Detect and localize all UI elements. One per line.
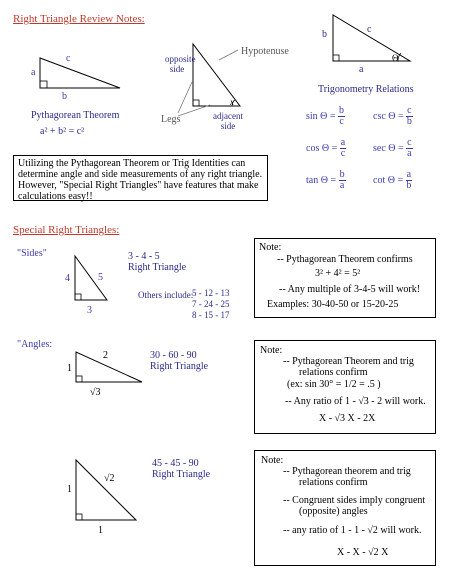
pyth-right-angle — [40, 81, 47, 88]
trig-fraction — [340, 138, 346, 159]
legs-right-angle — [193, 100, 199, 106]
trig-label-b: b — [322, 29, 327, 40]
opposite-side-word: side — [169, 64, 185, 74]
legs-pointer-1 — [178, 82, 192, 113]
pyth-label-a: a — [31, 67, 36, 78]
angles-name: Right Triangle — [150, 361, 209, 372]
angles-note-box — [254, 340, 436, 434]
angles-leg-root3: √3 — [90, 387, 101, 398]
iso-note-line6: X - X - √2 X — [337, 547, 389, 558]
others-label: Others include: — [138, 290, 194, 300]
section-title: Special Right Triangles: — [13, 224, 120, 236]
pyth-label-c: c — [66, 53, 71, 64]
angles-hyp-2: 2 — [103, 350, 108, 361]
sides-hyp-5: 5 — [98, 272, 103, 283]
trig-sec: sec Θ = $\frac{c}{a}$ — [373, 137, 412, 159]
sides-note-title: Note: — [259, 242, 282, 253]
pyth-label-b: b — [62, 91, 67, 102]
angles-note-line5: X - √3 X - 2X — [319, 413, 376, 424]
legs-pointer-2 — [178, 105, 210, 116]
angles-right-angle — [76, 376, 82, 382]
angles-note-line3: (ex: sin 30° = 1/2 = .5 ) — [287, 379, 381, 390]
trig-csc: csc Θ = $\frac{c}{b}$ — [373, 105, 412, 127]
angles-note-line2: relations confirm — [299, 367, 368, 378]
iso-leg-1b: 1 — [98, 525, 103, 536]
trig-fn: tan — [306, 174, 319, 186]
label-opposite-side — [165, 54, 196, 74]
others-2: 7 - 24 - 25 — [192, 299, 230, 309]
theta-symbol: Θ — [387, 174, 395, 186]
iso-note-line3: -- Congruent sides imply congruent — [283, 495, 426, 506]
intro-text: Utilizing the Pythagorean Theorem or Trig Identities can determine angle and side measurements of any right triangle. However, "Special Right Triangles" have features that make calculations easy!! — [18, 158, 263, 202]
legs-angle-x: x — [230, 97, 234, 107]
label-legs: Legs — [161, 114, 181, 125]
iso-note-line5: -- any ratio of 1 - 1 - √2 will work. — [283, 525, 422, 536]
angles-note-line4: -- Any ratio of 1 - √3 - 2 will work. — [285, 396, 426, 407]
frac-den: a — [339, 180, 345, 191]
hyp-pointer — [219, 50, 238, 60]
label-hypotenuse: Hypotenuse — [241, 46, 289, 57]
angles-note-title: Note: — [260, 345, 283, 356]
opposite-word: opposite — [165, 54, 196, 64]
trig-sin: sin Θ = $\frac{b}{c}$ — [306, 105, 345, 127]
sides-triple: 3 - 4 - 5 — [128, 251, 160, 262]
intro-box — [13, 155, 268, 201]
frac-den: b — [406, 116, 412, 127]
frac-num: b — [339, 169, 345, 180]
trig-theta: Θ — [392, 53, 399, 63]
iso-leg-1a: 1 — [67, 484, 72, 495]
iso-hyp-root2: √2 — [104, 473, 115, 484]
trig-fraction — [406, 138, 412, 159]
frac-den: b — [406, 180, 412, 191]
sides-note-line2: 3² + 4² = 5² — [315, 268, 361, 279]
frac-den: c — [339, 116, 344, 127]
others-3: 8 - 15 - 17 — [192, 310, 230, 320]
others-1: 5 - 12 - 13 — [192, 288, 230, 298]
sides-note-line1: -- Pythagorean Theorem confirms — [277, 254, 413, 265]
trig-fn: cot — [373, 174, 386, 186]
iso-note-line4: (opposite) angles — [299, 506, 368, 517]
iso-triangle — [76, 460, 136, 520]
theta-symbol: Θ — [320, 174, 328, 186]
pyth-caption: Pythagorean Theorem — [31, 110, 120, 121]
trig-fraction — [406, 106, 412, 127]
trig-fraction — [339, 170, 346, 191]
sides-note-line4: Examples: 30-40-50 or 15-20-25 — [267, 299, 399, 310]
trig-title: Trigonometry Relations — [318, 84, 414, 95]
pyth-formula: a² + b² = c² — [40, 126, 85, 137]
page-title: Right Triangle Review Notes: — [13, 13, 145, 25]
theta-symbol: Θ — [320, 110, 328, 122]
frac-num: a — [340, 137, 346, 148]
sides-leg-4: 4 — [65, 273, 70, 284]
adjacent-word: adjacent — [213, 111, 243, 121]
iso-note-box — [254, 450, 436, 566]
frac-num: c — [407, 105, 412, 116]
frac-den: a — [407, 148, 412, 159]
iso-note-title: Note: — [261, 455, 284, 466]
sides-name: Right Triangle — [128, 262, 187, 273]
iso-note-line2: relations confirm — [299, 477, 368, 488]
trig-right-angle — [333, 55, 339, 61]
trig-cot: cot Θ = $\frac{a}{b}$ — [373, 169, 412, 191]
theta-symbol: Θ — [388, 142, 396, 154]
sides-leg-3: 3 — [87, 305, 92, 316]
label-adjacent-side — [213, 111, 243, 131]
frac-num: b — [339, 105, 345, 116]
frac-num: c — [407, 137, 412, 148]
angles-leg-1: 1 — [67, 363, 72, 374]
angles-triangle — [76, 352, 142, 382]
trig-tan: tan Θ = $\frac{b}{a}$ — [306, 169, 345, 191]
trig-fraction — [406, 170, 412, 191]
iso-triple: 45 - 45 - 90 — [152, 458, 199, 469]
theta-symbol: Θ — [388, 110, 396, 122]
trig-fn: sec — [373, 142, 386, 154]
trig-fn: cos — [306, 142, 320, 154]
sides-label: "Sides" — [17, 248, 47, 259]
sides-note-line3: -- Any multiple of 3-4-5 will work! — [279, 284, 421, 295]
sides-right-angle — [75, 294, 81, 300]
trig-label-a: a — [359, 64, 364, 75]
angles-note-line1: -- Pythagorean Theorem and trig — [283, 356, 414, 367]
iso-note-line1: -- Pythagorean theorem and trig — [283, 466, 411, 477]
iso-right-angle — [76, 514, 82, 520]
trig-fn: sin — [306, 110, 318, 122]
pyth-triangle — [40, 58, 120, 88]
angles-triple: 30 - 60 - 90 — [150, 350, 197, 361]
trig-cos: cos Θ = $\frac{a}{c}$ — [306, 137, 346, 159]
trig-label-c: c — [367, 24, 372, 35]
theta-symbol: Θ — [321, 142, 330, 154]
iso-name: Right Triangle — [152, 469, 211, 480]
frac-den: c — [340, 148, 346, 159]
trig-fraction — [338, 106, 345, 127]
sides-note-box — [254, 238, 436, 318]
adjacent-side-word: side — [220, 121, 236, 131]
frac-num: a — [406, 169, 412, 180]
trig-fn: csc — [373, 110, 386, 122]
angles-label: "Angles: — [17, 339, 53, 350]
